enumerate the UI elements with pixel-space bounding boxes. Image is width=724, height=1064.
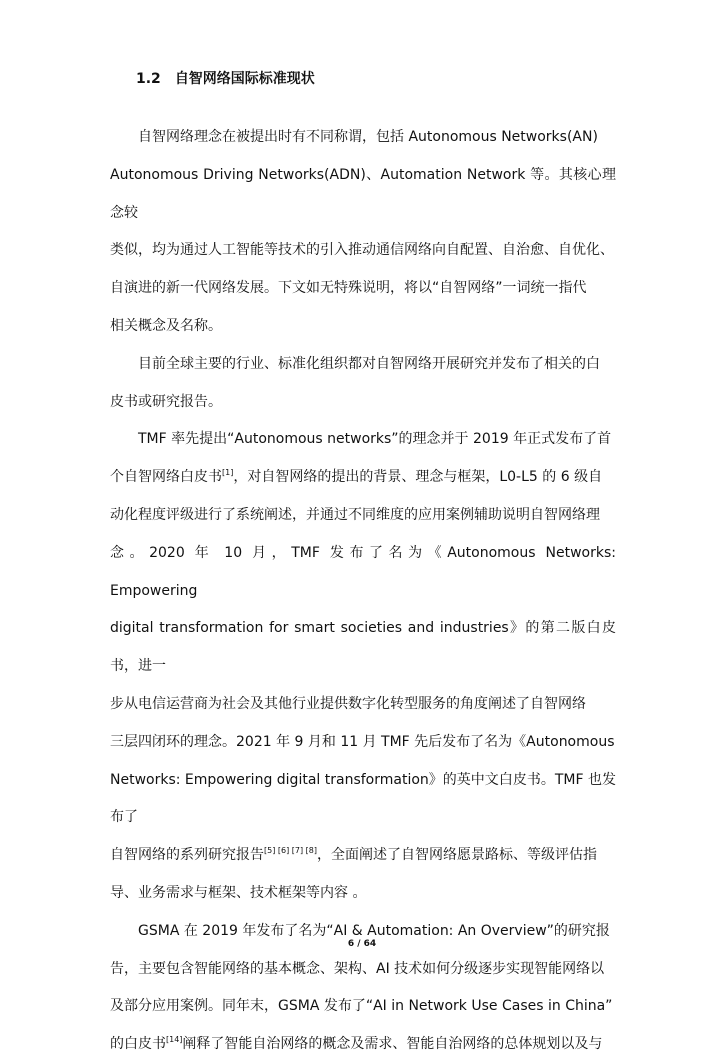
section-heading <box>110 68 315 90</box>
paragraph-text: ，全面阐述了自智网络愿景路标、等级评估指 导、业务需求与框架、技术框架等内容 。 <box>110 847 597 901</box>
paragraph-text: ，对自智网络的提出的背景、理念与框架，L0-L5 的 6 级自 动化程度评级进行了系统阐述，并通过不同维度的应用案例辅助说明自智网络理 念。2020 年 10 月，TMF 发布了名为《Autonomous Networks: Empowering digital transformation for smart societies and industries》的第二版白皮书，进一 步从电信运营商为社会及其他行业提供数字化转型服务的角度阐述了自智网络 三层四闭环的理念。2021 年 9 月和 11 月 TMF 先后发布了名为《Autonomous Networks: Empowering digital transformation》的英中文白皮书。TMF 也发布了 自智网络的系列研究报告 <box>110 469 616 864</box>
citation-ref: [14] <box>166 1035 183 1045</box>
paragraph-intro: 自智网络理念在被提出时有不同称谓，包括 Autonomous Networks(AN) Autonomous Driving Networks(ADN)、Automation Network 等。其核心理念较 类似，均为通过人工智能等技术的引入推动通信网络向自配置、自治愈、自优化、 自演进的新一代网络发展。下文如无特殊说明，将以“自智网络”一词统一指代 相关概念及名称。 <box>110 129 616 334</box>
citation-ref: [1] <box>222 468 234 478</box>
paragraph-text: TMF 率先提出“Autonomous networks”的理念并于 2019 年正式发布了首 个自智网络白皮书 <box>110 431 612 486</box>
paragraph-text: GSMA 在 2019 年发布了名为“AI & Automation: An Overview”的研究报 告，主要包含智能网络的基本概念、架构、AI 技术如何分级逐步实现智能网络以 及部分应用案例。同年末，GSMA 发布了“AI in Network Use Cases in China” 的白皮书 <box>110 922 613 1053</box>
paragraph-gsma <box>110 913 616 1064</box>
section-number: 1.2 <box>136 71 161 87</box>
body-text <box>110 119 616 1064</box>
paragraph-text: 阐释了智能自治网络的概念及需求、智能自治网络的总体规划以及与 <box>182 1036 603 1053</box>
citation-ref: [5] [6] [7] [8] <box>264 846 317 856</box>
page-number: 6 / 64 <box>347 939 377 949</box>
paragraph-overview: 目前全球主要的行业、标准化组织都对自智网络开展研究并发布了相关的白 皮书或研究报告。 <box>110 355 600 410</box>
section-title: 自智网络国际标准现状 <box>174 71 315 87</box>
paragraph-tmf <box>110 421 616 912</box>
